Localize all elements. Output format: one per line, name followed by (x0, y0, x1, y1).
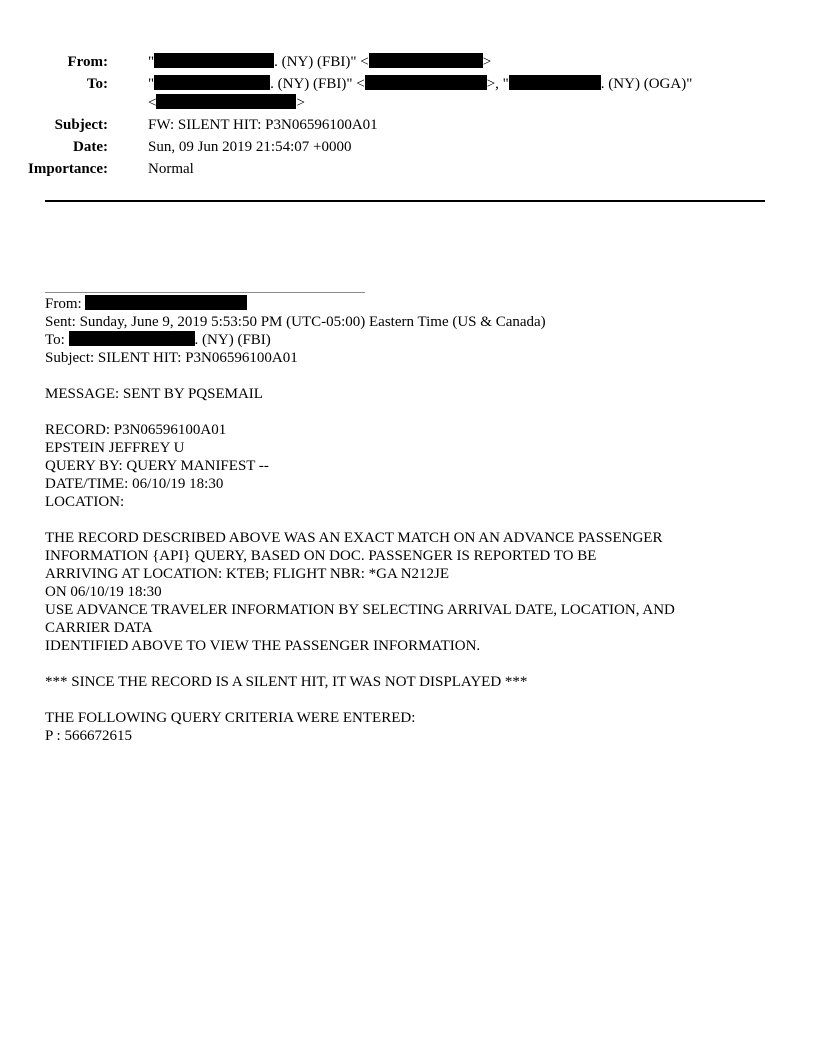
header-to-mid: >, " (486, 76, 509, 92)
fwd-from-line (45, 295, 785, 313)
header-to-cont-open: < (148, 95, 157, 111)
header-from-label: From: (67, 54, 108, 70)
header-from-suffix: . (NY) (FBI)" < (274, 54, 369, 70)
message-para-line: INFORMATION {API} QUERY, BASED ON DOC. PASSENGER IS REPORTED TO BE (45, 548, 597, 564)
header-date-row (0, 138, 780, 156)
header-from-close: > (482, 54, 492, 70)
redaction-box (369, 53, 483, 68)
message-sent-by: MESSAGE: SENT BY PQSEMAIL (45, 386, 263, 402)
header-subject-value: FW: SILENT HIT: P3N06596100A01 (148, 117, 378, 133)
message-criteria-heading: THE FOLLOWING QUERY CRITERIA WERE ENTERED: (45, 710, 416, 726)
fwd-to-suffix: . (NY) (FBI) (194, 332, 271, 348)
header-subject-row (0, 116, 780, 134)
message-silent-note: *** SINCE THE RECORD IS A SILENT HIT, IT WAS NOT DISPLAYED *** (45, 674, 528, 690)
header-subject-label: Subject: (54, 117, 108, 133)
fwd-sent-line: Sent: Sunday, June 9, 2019 5:53:50 PM (UTC-05:00) Eastern Time (US & Canada) (45, 314, 546, 330)
header-to-suffix-1: . (NY) (FBI)" < (270, 76, 365, 92)
forward-separator (45, 292, 365, 293)
message-query-by: QUERY BY: QUERY MANIFEST -- (45, 458, 269, 474)
header-to-continuation (148, 94, 305, 112)
header-importance-label: Importance: (28, 161, 108, 177)
redaction-box (365, 75, 487, 90)
header-from-quote: " (148, 54, 155, 70)
header-to-suffix-2: . (NY) (OGA)" (600, 76, 693, 92)
header-to-row (0, 75, 780, 93)
header-to-cont-close: > (296, 95, 305, 111)
message-para-line: CARRIER DATA (45, 620, 153, 636)
redaction-box (85, 295, 247, 310)
redaction-box (154, 75, 270, 90)
message-criteria-value: P : 566672615 (45, 728, 132, 744)
redaction-box (69, 331, 195, 346)
header-to-label: To: (86, 76, 108, 92)
header-from-value (148, 53, 491, 71)
header-to-continuation-row (0, 94, 780, 112)
header-divider (45, 200, 765, 202)
header-to-value (148, 75, 692, 93)
fwd-subject-line: Subject: SILENT HIT: P3N06596100A01 (45, 350, 298, 366)
header-date-label: Date: (73, 139, 108, 155)
message-name: EPSTEIN JEFFREY U (45, 440, 185, 456)
fwd-to-label: To: (45, 332, 65, 348)
message-para-line: ON 06/10/19 18:30 (45, 584, 162, 600)
header-from-row (0, 53, 780, 71)
message-para-line: IDENTIFIED ABOVE TO VIEW THE PASSENGER INFORMATION. (45, 638, 481, 654)
fwd-to-line (45, 331, 785, 349)
message-para-line: USE ADVANCE TRAVELER INFORMATION BY SELECTING ARRIVAL DATE, LOCATION, AND (45, 602, 675, 618)
redaction-box (509, 75, 601, 90)
message-para-line: ARRIVING AT LOCATION: KTEB; FLIGHT NBR: *GA N212JE (45, 566, 450, 582)
message-para-line: THE RECORD DESCRIBED ABOVE WAS AN EXACT MATCH ON AN ADVANCE PASSENGER (45, 530, 663, 546)
message-record: RECORD: P3N06596100A01 (45, 422, 227, 438)
header-to-quote: " (148, 76, 155, 92)
header-importance-row (0, 160, 780, 178)
message-location: LOCATION: (45, 494, 125, 510)
message-datetime: DATE/TIME: 06/10/19 18:30 (45, 476, 224, 492)
header-importance-value: Normal (148, 161, 194, 177)
header-date-value: Sun, 09 Jun 2019 21:54:07 +0000 (148, 139, 352, 155)
redaction-box (154, 53, 274, 68)
fwd-from-label: From: (45, 296, 82, 312)
redaction-box (156, 94, 296, 109)
